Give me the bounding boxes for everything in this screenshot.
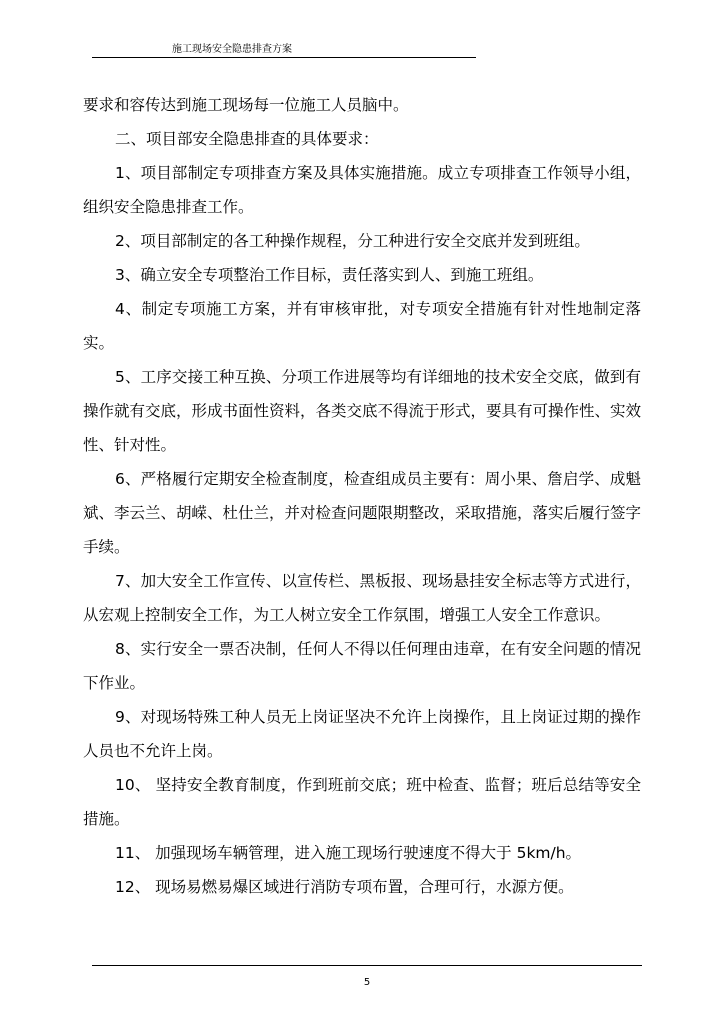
list-item-12: 12、 现场易燃易爆区域进行消防专项布置，合理可行，水源方便。 (115, 878, 574, 896)
list-item-9: 9、对现场特殊工种人员无上岗证坚决不允许上岗操作，且上岗证过期的操作人员也不允许上岗。 (83, 708, 641, 760)
document-body (83, 88, 641, 904)
list-item-2: 2、项目部制定的各工种操作规程，分工种进行安全交底并发到班组。 (115, 232, 590, 250)
list-item-7: 7、加大安全工作宣传、以宣传栏、黑板报、现场悬挂安全标志等方式进行，从宏观上控制安全工作，为工人树立安全工作氛围，增强工人安全工作意识。 (83, 572, 641, 624)
footer-rule (92, 965, 642, 966)
list-item-6: 6、严格履行定期安全检查制度，检查组成员主要有：周小果、詹启学、成魁斌、李云兰、胡嵘、杜仕兰，并对检查问题限期整改，采取措施，落实后履行签字手续。 (83, 470, 642, 556)
list-item-10: 10、 坚持安全教育制度，作到班前交底；班中检查、监督；班后总结等安全措施。 (83, 776, 641, 828)
page-header-title: 施工现场安全隐患排查方案 (172, 44, 292, 55)
list-item-5: 5、工序交接工种互换、分项工作进展等均有详细地的技术安全交底，做到有操作就有交底，形成书面性资料，各类交底不得流于形式，要具有可操作性、实效性、针对性。 (83, 368, 642, 454)
paragraph-continuation: 要求和容传达到施工现场每一位施工人员脑中。 (83, 96, 409, 114)
list-item-4: 4、制定专项施工方案，并有审核审批，对专项安全措施有针对性地制定落实。 (83, 300, 641, 352)
list-item-8: 8、实行安全一票否决制，任何人不得以任何理由违章，在有安全问题的情况下作业。 (83, 640, 641, 692)
list-item-3: 3、确立安全专项整治工作目标，责任落实到人、到施工班组。 (115, 266, 544, 284)
header-rule (92, 57, 476, 58)
section-heading: 二、项目部安全隐患排查的具体要求： (115, 130, 379, 148)
list-item-11: 11、 加强现场车辆管理，进入施工现场行驶速度不得大于 5km/h。 (115, 844, 582, 862)
page-number: 5 (363, 977, 371, 988)
list-item-1: 1、项目部制定专项排查方案及具体实施措施。成立专项排查工作领导小组，组织安全隐患排查工作。 (83, 164, 641, 216)
